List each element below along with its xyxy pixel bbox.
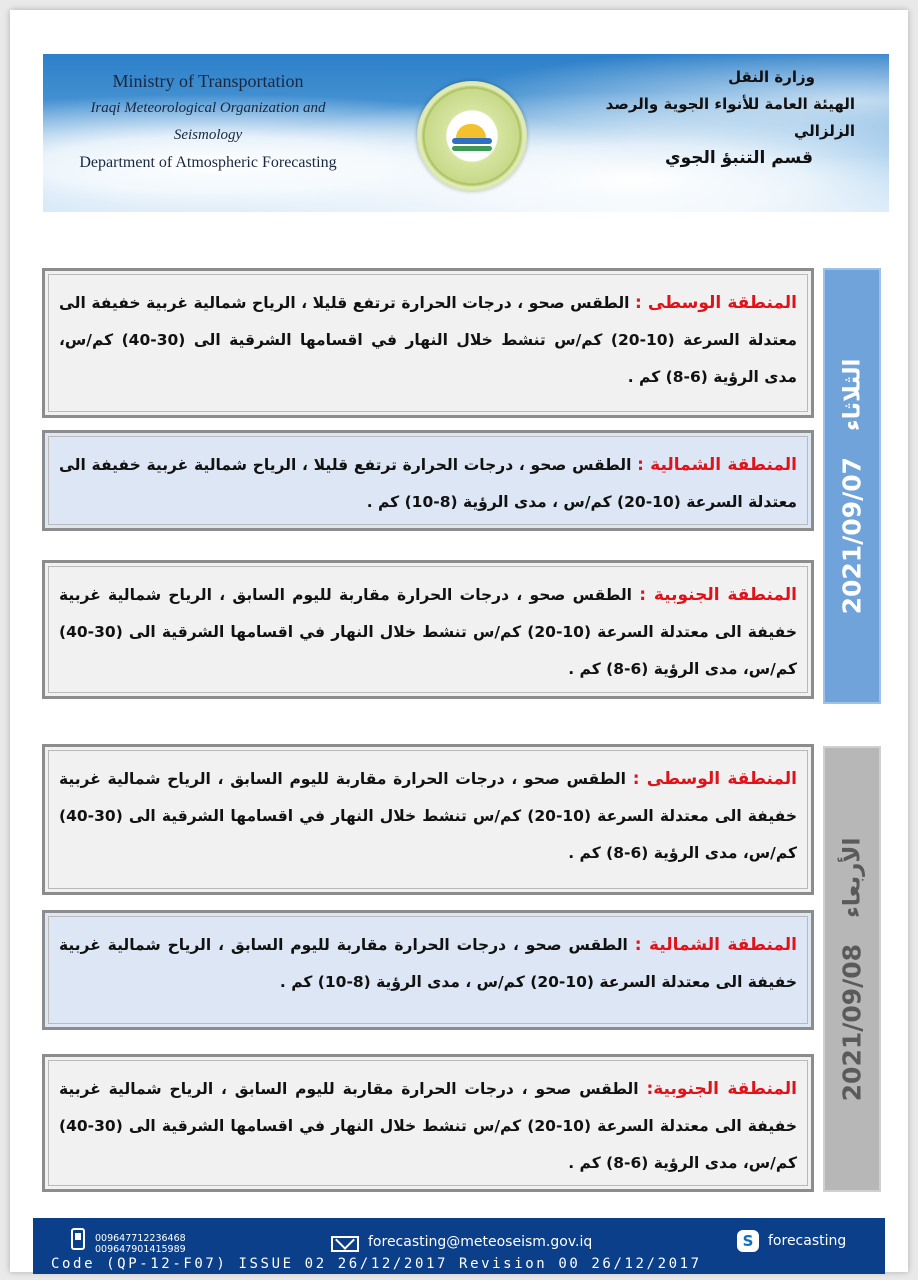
forecast-box-day1-north — [42, 430, 814, 531]
ministry-name-en: Ministry of Transportation — [112, 71, 304, 91]
region-label: المنطقة الجنوبية : — [639, 585, 797, 605]
region-label: المنطقة الوسطى : — [632, 769, 797, 789]
email-address[interactable]: forecasting@meteoseism.gov.iq — [368, 1234, 593, 1250]
forecast-text: الطقس صحو ، درجات الحرارة مقاربة لليوم السابق ، الرياح شمالية غربية خفيفة الى معتدلة السرعة (10-20) كم/س تنشط خلال النهار في اقسامها الشرقية الى (30-40) كم/س، مدى الرؤية (6-8) كم . — [59, 770, 797, 862]
phone-numbers — [95, 1233, 186, 1255]
skype-handle[interactable]: forecasting — [768, 1233, 847, 1249]
header-arabic — [575, 64, 855, 172]
forecast-text: الطقس صحو ، درجات الحرارة ترتفع قليلا ، الرياح شمالية غربية خفيفة الى معتدلة السرعة (10-20) كم/س تنشط خلال النهار في اقسامها الشرقية الى (30-40) كم/س، مدى الرؤية (6-8) كم . — [59, 294, 797, 386]
department-name-en: Department of Atmospheric Forecasting — [79, 154, 337, 171]
footer-bar — [33, 1218, 885, 1274]
forecast-box-day2-south — [42, 1054, 814, 1192]
forecast-text: الطقس صحو ، درجات الحرارة مقاربة لليوم السابق ، الرياح شمالية غربية خفيفة الى معتدلة السرعة (10-20) كم/س تنشط خلال النهار في اقسامها الشرقية الى (30-40) كم/س، مدى الرؤية (6-8) كم . — [59, 1080, 797, 1172]
region-label: المنطقة الشمالية : — [634, 935, 797, 955]
day-name: الأربعاء — [839, 837, 865, 918]
phone-icon — [71, 1228, 85, 1250]
mail-icon — [331, 1236, 359, 1252]
forecast-text: الطقس صحو ، درجات الحرارة مقاربة لليوم السابق ، الرياح شمالية غربية خفيفة الى معتدلة السرعة (10-20) كم/س تنشط خلال النهار في اقسامها الشرقية الى (30-40) كم/س، مدى الرؤية (6-8) كم . — [59, 586, 797, 678]
skype-icon: S — [737, 1230, 759, 1252]
header-english — [63, 68, 353, 176]
header-banner — [43, 54, 889, 212]
region-label: المنطقة الشمالية : — [637, 455, 797, 475]
forecast-box-day2-north — [42, 910, 814, 1030]
forecast-box-day2-central — [42, 744, 814, 895]
forecast-text: الطقس صحو ، درجات الحرارة مقاربة لليوم السابق ، الرياح شمالية غربية خفيفة الى معتدلة السرعة (10-20) كم/س ، مدى الرؤية (8-10) كم . — [59, 936, 797, 991]
document-code: Code (QP-12-F07) ISSUE 02 26/12/2017 Revision 00 26/12/2017 — [51, 1256, 702, 1272]
forecast-box-day1-central — [42, 268, 814, 418]
day-date: 2021/09/07 — [837, 456, 867, 614]
organization-name-ar: الهيئة العامة للأنواء الجوية والرصد الزلزالي — [605, 95, 855, 140]
day-name: الثلاثاء — [839, 358, 866, 431]
phone-number-1: 009647712236468 — [95, 1233, 186, 1244]
day-bar-1 — [823, 268, 881, 704]
department-name-ar: قسم التنبؤ الجوي — [665, 148, 813, 168]
phone-number-2: 009647901415989 — [95, 1244, 186, 1255]
forecast-box-day1-south — [42, 560, 814, 699]
forecast-text: الطقس صحو ، درجات الحرارة ترتفع قليلا ، الرياح شمالية غربية خفيفة الى معتدلة السرعة (10-20) كم/س ، مدى الرؤية (8-10) كم . — [59, 456, 797, 511]
day-date: 2021/09/08 — [837, 943, 867, 1101]
organization-name-en: Iraqi Meteorological Organization and Seismology — [90, 100, 326, 143]
logo-seal — [417, 81, 527, 191]
day-bar-2 — [823, 746, 881, 1192]
ministry-name-ar: وزارة النقل — [728, 68, 815, 86]
region-label: المنطقة الجنوبية: — [646, 1079, 797, 1099]
region-label: المنطقة الوسطى : — [635, 293, 797, 313]
